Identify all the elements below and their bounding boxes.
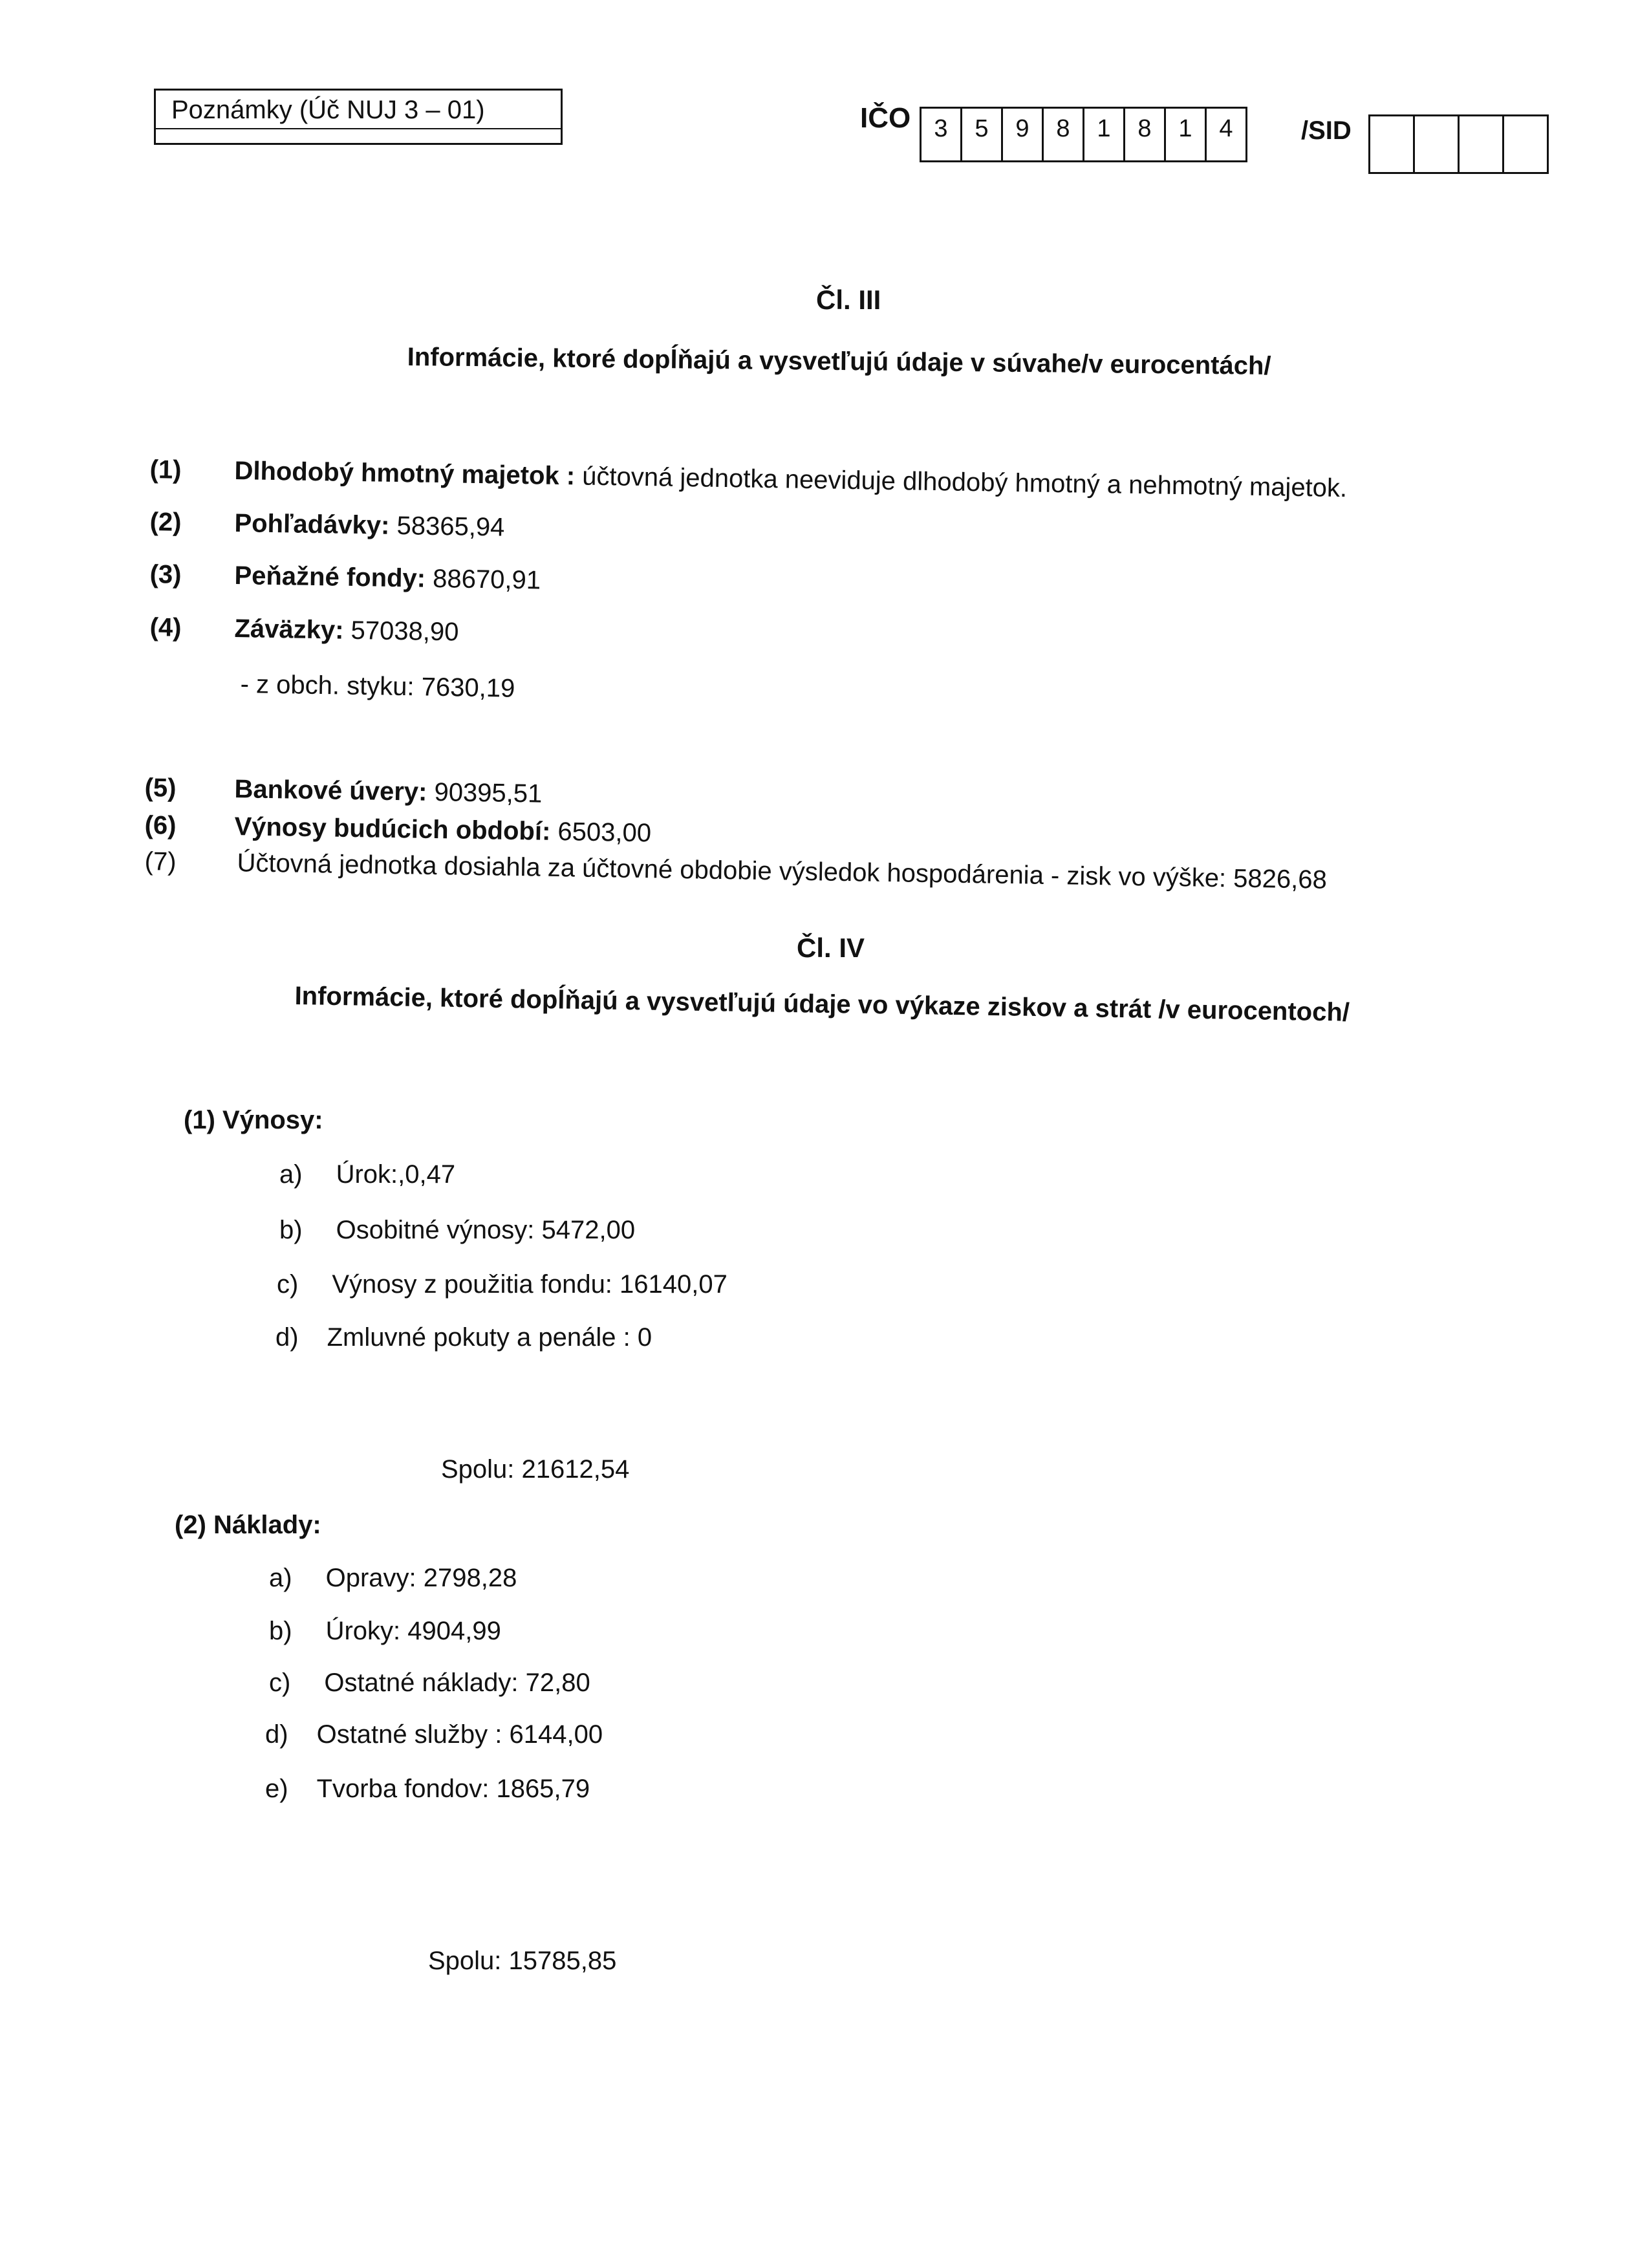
document-label: Poznámky (Úč NUJ 3 – 01) [171, 96, 485, 124]
item-letter: c) [277, 1270, 299, 1299]
item-label: Bankové úvery: [234, 775, 427, 806]
item-text: 58365,94 [389, 511, 505, 542]
item-number: (4) [149, 613, 182, 642]
item-number: (5) [144, 773, 177, 803]
section3-title: Čl. III [816, 285, 881, 315]
item-letter: b) [269, 1617, 292, 1645]
label-box-divider [156, 128, 561, 129]
cost-item [265, 1720, 603, 1749]
ico-digit: 8 [1123, 107, 1166, 162]
item-number: (3) [149, 560, 182, 589]
revenue-item [277, 1270, 727, 1299]
ico-label: IČO [860, 102, 911, 134]
item-label: Peňažné fondy: [234, 561, 426, 593]
section3-item-4-sub [240, 670, 515, 704]
item-number: (2) [149, 508, 182, 537]
item-label: Dlhodobý hmotný majetok : [234, 457, 576, 491]
section4-subtitle: Informácie, ktoré dopĺňajú a vysvetľujú údaje vo výkaze ziskov a strát /v eurocentoch/ [294, 982, 1350, 1027]
sid-label: /SID [1301, 116, 1352, 145]
item-text: 88670,91 [425, 564, 541, 595]
sid-boxes [1368, 114, 1549, 174]
section3-subtitle: Informácie, ktoré dopĺňajú a vysvetľujú údaje v súvahe/v eurocentách/ [407, 343, 1271, 380]
sid-box [1413, 114, 1460, 174]
ico-digit: 9 [1001, 107, 1044, 162]
item-text: Osobitné výnosy: 5472,00 [336, 1216, 636, 1244]
ico-digit: 1 [1083, 107, 1125, 162]
ico-digit: 1 [1164, 107, 1207, 162]
item-text: Opravy: 2798,28 [325, 1564, 517, 1592]
sid-box [1458, 114, 1504, 174]
sid-box [1502, 114, 1549, 174]
item-number: (7) [144, 847, 177, 876]
section3-item-4 [149, 613, 458, 647]
cost-item [265, 1775, 590, 1804]
item-text: Úrok:,0,47 [336, 1160, 456, 1189]
costs-number: (2) [175, 1511, 206, 1539]
item-text: Výnosy z použitia fondu: 16140,07 [332, 1270, 727, 1299]
item-text: Ostatné náklady: 72,80 [324, 1669, 590, 1697]
item-text: Účtovná jednotka dosiahla za účtovné obdobie výsledok hospodárenia - zisk vo výške: 5826,68 [237, 848, 1328, 894]
section3-item-5 [144, 773, 542, 809]
item-text: Tvorba fondov: 1865,79 [316, 1775, 590, 1803]
item-label: Pohľadávky: [234, 509, 390, 540]
revenue-item [279, 1160, 455, 1189]
revenues-number: (1) [184, 1106, 215, 1134]
section3-item-6 [144, 811, 651, 848]
revenues-label: Výnosy: [222, 1106, 323, 1134]
cost-item [269, 1617, 501, 1646]
costs-total: Spolu: 15785,85 [428, 1947, 617, 1975]
ico-digit: 5 [960, 107, 1003, 162]
item-text: - z obch. styku: 7630,19 [240, 670, 515, 703]
revenues-total: Spolu: 21612,54 [441, 1455, 630, 1484]
sid-box [1368, 114, 1415, 174]
costs-heading [175, 1511, 321, 1540]
revenues-heading [184, 1106, 323, 1135]
item-label: Záväzky: [234, 614, 344, 645]
item-letter: c) [269, 1669, 291, 1697]
revenue-item [275, 1323, 652, 1352]
item-letter: e) [265, 1775, 288, 1803]
costs-label: Náklady: [213, 1511, 321, 1539]
cost-item [269, 1564, 517, 1593]
item-letter: a) [279, 1160, 303, 1189]
item-letter: b) [279, 1216, 303, 1244]
item-label: Výnosy budúcich období: [234, 812, 551, 846]
item-letter: a) [269, 1564, 292, 1592]
item-text: Ostatné služby : 6144,00 [316, 1720, 603, 1749]
section3-item-7 [144, 847, 1327, 895]
document-label-box [154, 89, 563, 145]
ico-digit: 4 [1205, 107, 1247, 162]
item-number: (1) [149, 455, 182, 484]
revenue-item [279, 1216, 635, 1245]
ico-digit: 8 [1042, 107, 1084, 162]
item-text: Zmluvné pokuty a penále : 0 [327, 1323, 652, 1352]
item-letter: d) [265, 1720, 288, 1749]
cost-item [269, 1669, 590, 1698]
item-text: účtovná jednotka neeviduje dlhodobý hmotný a nehmotný majetok. [574, 462, 1348, 503]
section3-item-3 [149, 560, 541, 595]
item-letter: d) [275, 1323, 299, 1352]
item-text: Úroky: 4904,99 [325, 1617, 501, 1645]
item-text: 57038,90 [343, 616, 459, 647]
item-text: 90395,51 [427, 777, 543, 808]
section3-item-1 [149, 455, 1347, 503]
item-text: 6503,00 [550, 817, 652, 848]
ico-digit-boxes [920, 107, 1247, 162]
item-number: (6) [144, 811, 177, 840]
ico-digit: 3 [920, 107, 962, 162]
section3-item-2 [149, 508, 504, 543]
section4-title: Čl. IV [797, 933, 865, 963]
